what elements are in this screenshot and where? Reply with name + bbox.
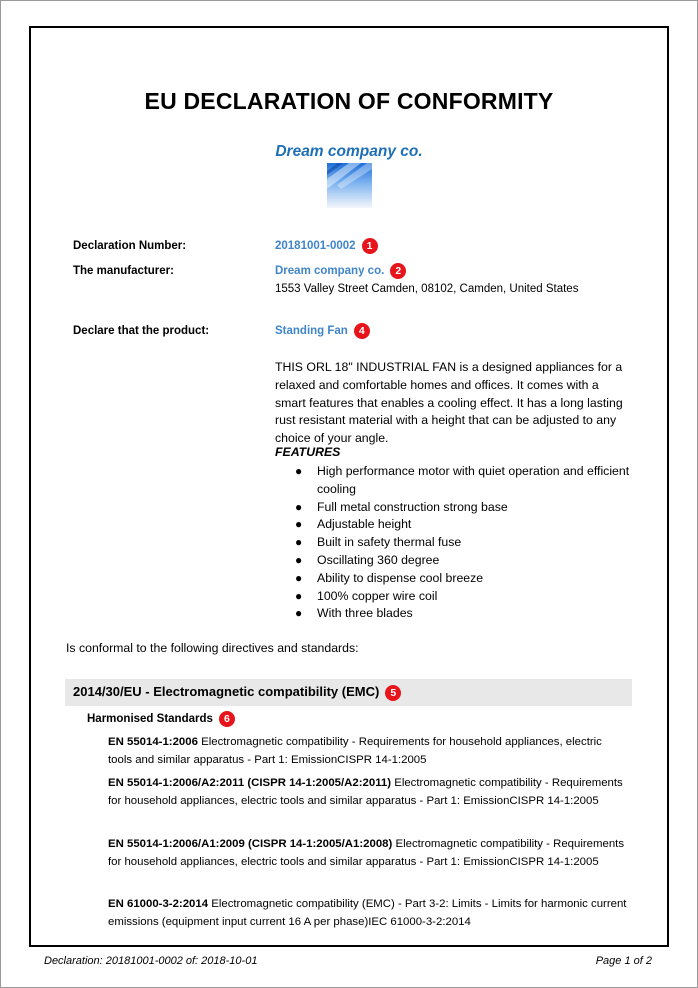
standard-entry [108, 775, 628, 810]
document-title: EU DECLARATION OF CONFORMITY [144, 88, 554, 114]
marker-badge-1: 1 [362, 238, 378, 254]
product-row [275, 323, 370, 339]
bullet-icon: ● [295, 535, 303, 550]
standard-text: Electromagnetic compatibility - Requirements for household appliances, electric tools and similar apparatus - Part 1: EmissionCISPR 14-1:2005 [108, 736, 602, 766]
bullet-icon: ● [295, 464, 303, 478]
list-item: ● With three blades [275, 605, 630, 623]
bullet-icon: ● [295, 499, 303, 514]
standard-code: EN 61000-3-2:2014 [108, 898, 209, 910]
company-logo-icon [327, 163, 372, 208]
features-heading: FEATURES [275, 445, 341, 459]
manufacturer-name: Dream company co. [275, 265, 385, 278]
directive-title: 2014/30/EU - Electromagnetic compatibility (EMC) [73, 684, 380, 699]
footer-page-number: Page 1 of 2 [595, 955, 652, 967]
bullet-icon: ● [295, 570, 303, 585]
harmonised-standards-row [87, 711, 235, 727]
bullet-icon: ● [295, 588, 303, 603]
conformal-statement: Is conformal to the following directives and standards: [66, 641, 359, 655]
list-item: ● Adjustable height [275, 516, 630, 534]
company-name-heading: Dream company co. [275, 143, 423, 160]
features-list [275, 463, 630, 623]
product-description: THIS ORL 18" INDUSTRIAL FAN is a designed appliances for a relaxed and comfortable homes and offices. It comes with a smart features that enables a cooling effect. It has a long lasting rust resistant material with a height that can be adjusted to any choice of your angle. [275, 360, 623, 446]
manufacturer-address: 1553 Valley Street Camden, 08102, Camden, United States [275, 283, 579, 295]
standard-code: EN 55014-1:2006/A1:2009 (CISPR 14-1:2005/A1:2008) [108, 838, 393, 850]
marker-badge-5: 5 [385, 685, 401, 701]
list-item: ● Ability to dispense cool breeze [275, 570, 630, 588]
declaration-number-value: 20181001-0002 [275, 240, 356, 253]
list-item: ● Full metal construction strong base [275, 499, 630, 517]
list-item: ● 100% copper wire coil [275, 588, 630, 606]
directive-title-row [73, 684, 401, 701]
bullet-icon: ● [295, 606, 303, 621]
product-label: Declare that the product: [73, 325, 210, 337]
standard-code: EN 55014-1:2006 [108, 736, 198, 748]
manufacturer-row [275, 263, 406, 279]
product-name: Standing Fan [275, 325, 348, 338]
footer-declaration-info: Declaration: 20181001-0002 of: 2018-10-01 [44, 955, 258, 967]
standard-entry [108, 896, 628, 931]
standard-entry [108, 734, 628, 769]
list-item: ● Oscillating 360 degree [275, 552, 630, 570]
directive-section-header [65, 679, 632, 706]
harmonised-standards-label: Harmonised Standards [87, 713, 213, 726]
marker-badge-6: 6 [219, 711, 235, 727]
standard-text: Electromagnetic compatibility (EMC) - Part 3-2: Limits - Limits for harmonic current emissions (equipment input current 16 A per phase)IEC 61000-3-2:2014 [108, 898, 627, 928]
marker-badge-4: 4 [354, 323, 370, 339]
standard-text: Electromagnetic compatibility - Requirements for household appliances, electric tools and similar apparatus - Part 1: EmissionCISPR 14-1:2005 [108, 838, 625, 868]
declaration-number-label: Declaration Number: [73, 240, 187, 252]
list-item: ● High performance motor with quiet operation and efficient cooling [295, 464, 630, 496]
standard-code: EN 55014-1:2006/A2:2011 (CISPR 14-1:2005/A2:2011) [108, 777, 392, 789]
standard-entry [108, 836, 628, 871]
bullet-icon: ● [295, 517, 303, 532]
list-item: ● Built in safety thermal fuse [275, 534, 630, 552]
declaration-number-row [275, 238, 378, 254]
marker-badge-2: 2 [390, 263, 406, 279]
standard-text: Electromagnetic compatibility - Requirements for household appliances, electric tools and similar apparatus - Part 1: EmissionCISPR 14-1:2005 [108, 777, 623, 807]
manufacturer-label: The manufacturer: [73, 265, 174, 277]
bullet-icon: ● [295, 552, 303, 567]
